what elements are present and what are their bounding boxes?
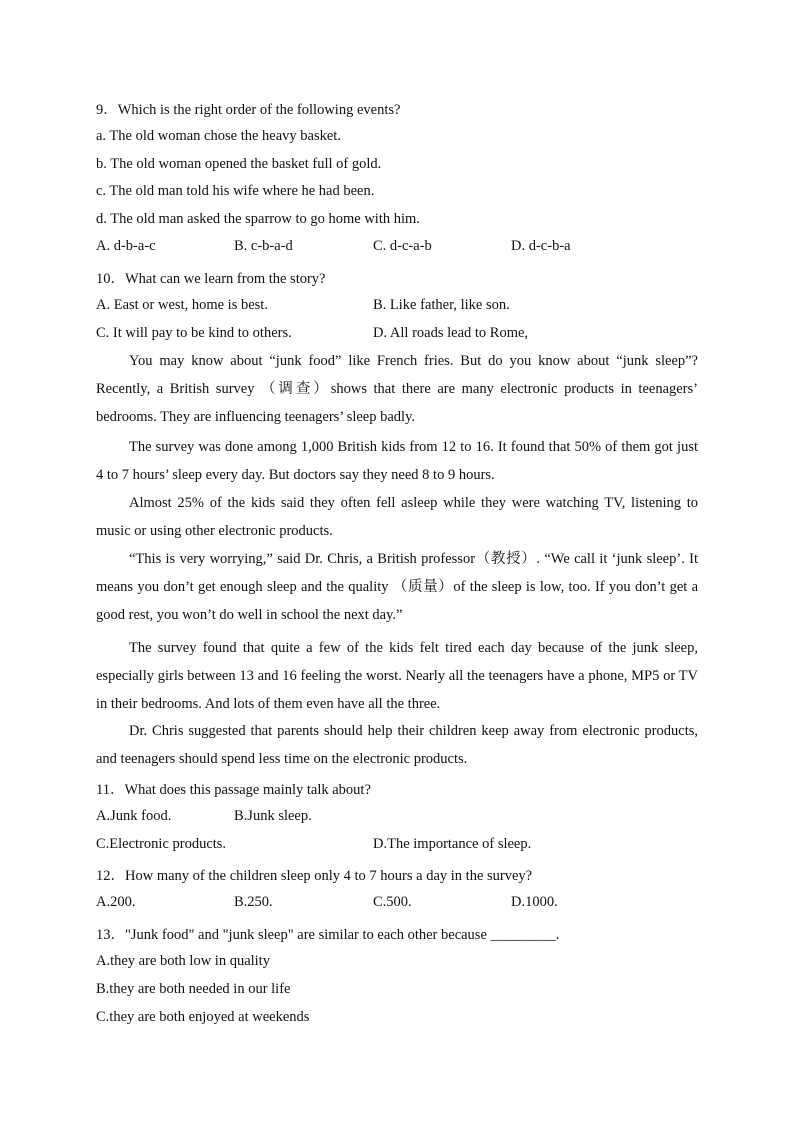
q11-option-a: A.Junk food. (96, 808, 172, 824)
q10-option-a: A. East or west, home is best. (96, 297, 268, 313)
q12-option-a: A.200. (96, 894, 136, 910)
q13-option-b: B.they are both needed in our life (96, 981, 291, 997)
q13-option-a: A.they are both low in quality (96, 953, 270, 969)
q10-option-d: D. All roads lead to Rome, (373, 325, 529, 341)
q9-event-a: a. The old woman chose the heavy basket. (96, 128, 341, 144)
passage-paragraph-4: “This is very worrying,” said Dr. Chris, a British professor（教授）. “We call it ‘junk sleep’. It means you don’t get enough sleep and the quality （质量）of the sleep is low, too. If you don’t get a good rest, you won’t do well in school the next day.” (96, 551, 698, 623)
q9-question: 9．Which is the right order of the following events? (96, 102, 401, 118)
q9-option-d: D. d-c-b-a (511, 238, 571, 254)
q10-question: 10．What can we learn from the story? (96, 271, 326, 287)
q12-option-c: C.500. (373, 894, 412, 910)
passage-paragraph-3: Almost 25% of the kids said they often fell asleep while they were watching TV, listening to music or using other electronic products. (96, 495, 698, 539)
q9-event-d: d. The old man asked the sparrow to go home with him. (96, 211, 420, 227)
q11-option-d: D.The importance of sleep. (373, 836, 532, 852)
q11-option-c: C.Electronic products. (96, 836, 227, 852)
q9-event-c: c. The old man told his wife where he had been. (96, 183, 375, 199)
q10-option-b: B. Like father, like son. (373, 297, 510, 313)
passage-paragraph-2: The survey was done among 1,000 British kids from 12 to 16. It found that 50% of them got just 4 to 7 hours’ sleep every day. But doctors say they need 8 to 9 hours. (96, 439, 698, 483)
q11-question: 11．What does this passage mainly talk about? (96, 782, 371, 798)
q13-option-c: C.they are both enjoyed at weekends (96, 1009, 310, 1025)
q9-option-a: A. d-b-a-c (96, 238, 156, 254)
q13-question: 13．"Junk food" and "junk sleep" are similar to each other because _________. (96, 927, 560, 943)
q12-option-d: D.1000. (511, 894, 558, 910)
q9-option-b: B. c-b-a-d (234, 238, 293, 254)
q11-option-b: B.Junk sleep. (234, 808, 312, 824)
passage-paragraph-5: The survey found that quite a few of the kids felt tired each day because of the junk sleep, especially girls between 13 and 16 feeling the worst. Nearly all the teenagers have a phone, MP5 or TV in their bedrooms. And lots of them even have all the three. (96, 640, 698, 712)
passage-paragraph-6: Dr. Chris suggested that parents should help their children keep away from electronic products, and teenagers should spend less time on the electronic products. (96, 723, 698, 767)
passage-paragraph-1: You may know about “junk food” like French fries. But do you know about “junk sleep”? Recently, a British survey （调查）shows that there are many electronic products in teenagers’ bedrooms. They are influencing teenagers’ sleep badly. (96, 353, 698, 425)
q12-option-b: B.250. (234, 894, 273, 910)
q10-option-c: C. It will pay to be kind to others. (96, 325, 292, 341)
q9-option-c: C. d-c-a-b (373, 238, 432, 254)
q12-question: 12．How many of the children sleep only 4 to 7 hours a day in the survey? (96, 868, 533, 884)
q9-event-b: b. The old woman opened the basket full of gold. (96, 156, 382, 172)
